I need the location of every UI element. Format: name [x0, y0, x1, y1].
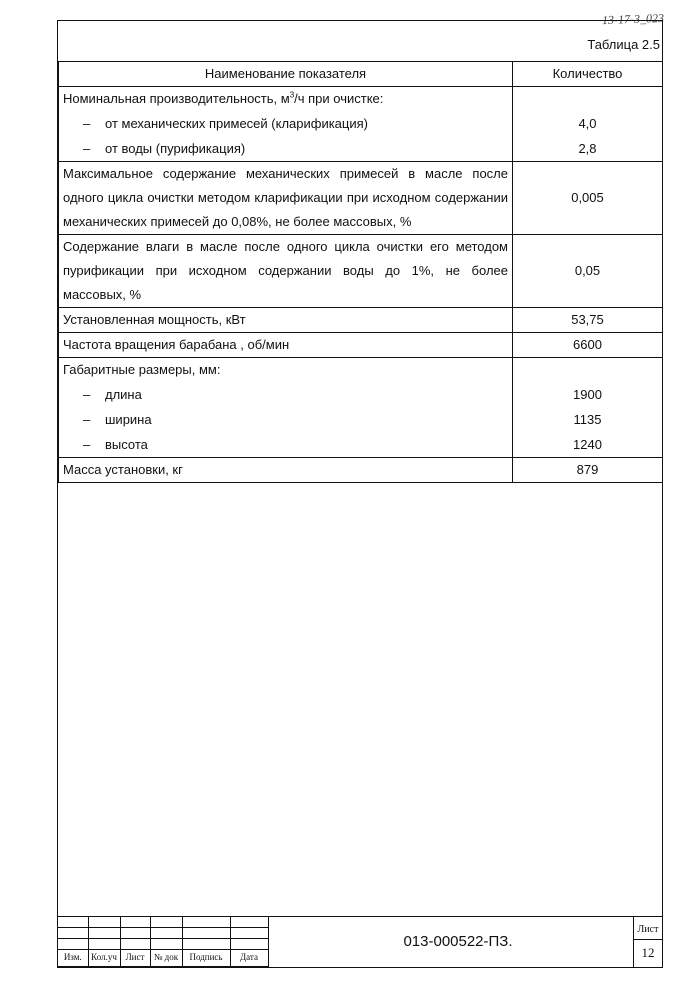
power-label: Установленная мощность, кВт — [59, 308, 513, 333]
header-param: Наименование показателя — [59, 62, 513, 87]
capacity-title-sup: 3 — [289, 90, 295, 100]
stamp-label: № док — [150, 949, 182, 966]
dimensions-values — [513, 358, 663, 458]
grid-cell — [150, 938, 182, 949]
dimensions-item — [63, 382, 508, 407]
grid-cell — [120, 938, 150, 949]
grid-cell — [230, 938, 268, 949]
title-block — [58, 916, 662, 967]
stamp-label: Изм. — [58, 949, 88, 966]
spec-table — [58, 61, 663, 483]
stamp-label: Подпись — [182, 949, 230, 966]
stamp-label: Дата — [230, 949, 268, 966]
moisture-label: Содержание влаги в масле после одного цикла очистки его методом пурификации при исходном содержании воды до 1%, не более массовых, % — [59, 235, 513, 308]
dimensions-title: Габаритные размеры, мм: — [63, 362, 221, 377]
grid-cell — [150, 927, 182, 938]
moisture-value: 0,05 — [513, 235, 663, 308]
dash: – — [83, 412, 91, 427]
grid-cell — [58, 927, 88, 938]
dash: – — [83, 141, 91, 156]
capacity-cell — [59, 87, 513, 162]
table-caption: Таблица 2.5 — [587, 37, 660, 52]
table-row-mass — [59, 458, 663, 483]
table-row-dimensions — [59, 358, 663, 458]
power-value: 53,75 — [513, 308, 663, 333]
header-value: Количество — [513, 62, 663, 87]
grid-cell — [230, 927, 268, 938]
capacity-item-label: от механических примесей (кларификация) — [105, 116, 368, 131]
dimensions-value: 1240 — [573, 437, 602, 452]
capacity-item — [63, 111, 508, 136]
dimensions-item-label: длина — [105, 387, 142, 402]
mass-label: Масса установки, кг — [59, 458, 513, 483]
speed-value: 6600 — [513, 333, 663, 358]
dimensions-value: 1135 — [573, 412, 602, 427]
table-row-moisture — [59, 235, 663, 308]
grid-cell — [88, 917, 120, 927]
capacity-title-pre: Номинальная производительность, м — [63, 91, 290, 106]
dimensions-item-label: высота — [105, 437, 148, 452]
grid-cell — [58, 938, 88, 949]
sheet-number: 12 — [641, 945, 655, 960]
stamp-label: Лист — [120, 949, 150, 966]
speed-label: Частота вращения барабана , об/мин — [59, 333, 513, 358]
stamp-label: Кол.уч — [88, 949, 120, 966]
dimensions-item — [63, 407, 508, 432]
table-row-power — [59, 308, 663, 333]
dimensions-item-label: ширина — [105, 412, 152, 427]
dash: – — [83, 387, 91, 402]
capacity-title-post: /ч при очистке: — [294, 91, 384, 106]
dimensions-item — [63, 432, 508, 457]
grid-cell — [182, 927, 230, 938]
table-row-impurities — [59, 162, 663, 235]
table-row-capacity — [59, 87, 663, 162]
page-frame — [57, 20, 663, 968]
capacity-value: 2,8 — [578, 141, 597, 156]
grid-cell — [182, 917, 230, 927]
capacity-values — [513, 87, 663, 162]
table-header-row — [59, 62, 663, 87]
sheet-box — [633, 917, 662, 967]
grid-cell — [120, 927, 150, 938]
impurities-label: Максимальное содержание механических примесей в масле после одного цикла очистки методом кларификации при исходном содержании механических примесей до 0,08%, не более массовых, % — [59, 162, 513, 235]
sheet-label: Лист — [634, 921, 662, 940]
grid-cell — [182, 938, 230, 949]
grid-cell — [88, 927, 120, 938]
grid-cell — [120, 917, 150, 927]
dimensions-value: 1900 — [573, 387, 602, 402]
capacity-item-label: от воды (пурификация) — [105, 141, 246, 156]
dash: – — [83, 116, 91, 131]
document-code: 013-000522-ПЗ. — [403, 933, 513, 950]
grid-cell — [150, 917, 182, 927]
grid-cell — [58, 917, 88, 927]
grid-cell — [88, 938, 120, 949]
dimensions-cell — [59, 358, 513, 458]
impurities-value: 0,005 — [513, 162, 663, 235]
grid-cell — [230, 917, 268, 927]
corner-handwritten-note: 13-17-3_023 — [601, 10, 665, 28]
revision-grid — [58, 917, 269, 967]
dash: – — [83, 437, 91, 452]
table-row-speed — [59, 333, 663, 358]
capacity-item — [63, 136, 508, 161]
capacity-title — [63, 87, 508, 111]
mass-value: 879 — [513, 458, 663, 483]
capacity-value: 4,0 — [578, 116, 597, 131]
